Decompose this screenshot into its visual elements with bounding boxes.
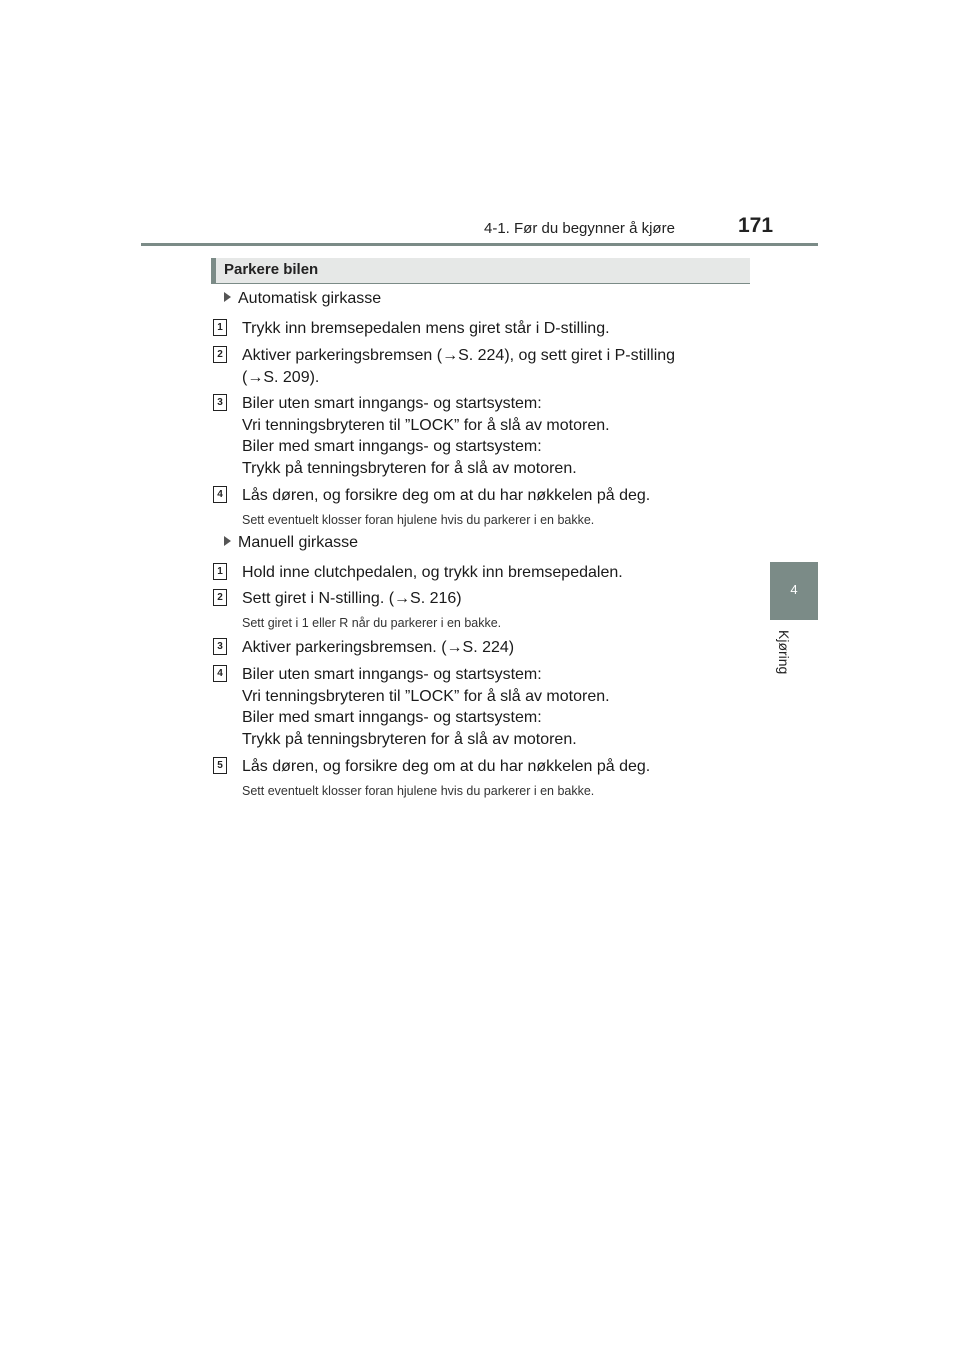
step-text: Hold inne clutchpedalen, og trykk inn bremsepedalen. [242,564,623,581]
step-number-badge: 3 [213,638,227,655]
step-text: Vri tenningsbryteren til ”LOCK” for å slå av motoren. [242,416,610,434]
chapter-tab-number: 4 [790,582,798,597]
chapter-side-tab [770,562,818,620]
step-text: Trykk på tenningsbryteren for å slå av motoren. [242,730,577,748]
step-text: Vri tenningsbryteren til ”LOCK” for å slå av motoren. [242,687,610,705]
header-chapter: 4-1. Før du begynner å kjøre [484,220,675,237]
section-bar [211,258,750,284]
chapter-side-label: Kjøring [776,630,792,675]
step-number-badge: 2 [213,589,227,606]
manual-step-2-note: Sett giret i 1 eller R når du parkerer i en bakke. [242,616,502,630]
automatic-heading [224,290,381,308]
step-number-badge: 3 [213,394,227,411]
step-text: Lås døren, og forsikre deg om at du har nøkkelen på deg. [242,487,651,504]
step-text: Biler uten smart inngangs- og startsystem: [242,395,542,412]
page-number: 171 [738,214,774,237]
step-number-badge: 1 [213,563,227,580]
step-number-badge: 1 [213,319,227,336]
step-text: Aktiver parkeringsbremsen (→S. 224), og sett giret i P-stilling [242,347,676,364]
manual-heading [224,534,358,552]
triangle-bullet-icon [224,292,231,302]
section-accent [211,258,216,283]
manual-note: Sett eventuelt klosser foran hjulene hvis du parkerer i en bakke. [242,784,595,798]
step-text: Biler med smart inngangs- og startsystem: [242,709,542,726]
automatic-note: Sett eventuelt klosser foran hjulene hvis du parkerer i en bakke. [242,513,595,527]
step-text: Trykk inn bremsepedalen mens giret står i D-stilling. [242,320,610,337]
automatic-heading-text: Automatisk girkasse [238,290,382,307]
step-text: Sett giret i N-stilling. (→S. 216) [242,590,462,607]
step-number-badge: 2 [213,346,227,363]
step-number-badge: 5 [213,757,227,774]
step-text: (→S. 209). [242,368,320,386]
step-text: Biler uten smart inngangs- og startsystem: [242,666,542,683]
step-text: Trykk på tenningsbryteren for å slå av motoren. [242,459,577,477]
manual-heading-text: Manuell girkasse [238,534,359,551]
step-text: Lås døren, og forsikre deg om at du har nøkkelen på deg. [242,758,651,775]
section-title: Parkere bilen [224,261,319,278]
step-number-badge: 4 [213,665,227,682]
triangle-bullet-icon [224,536,231,546]
header-rule [141,243,818,246]
step-text: Biler med smart inngangs- og startsystem: [242,438,542,455]
step-number-badge: 4 [213,486,227,503]
step-text: Aktiver parkeringsbremsen. (→S. 224) [242,639,515,656]
